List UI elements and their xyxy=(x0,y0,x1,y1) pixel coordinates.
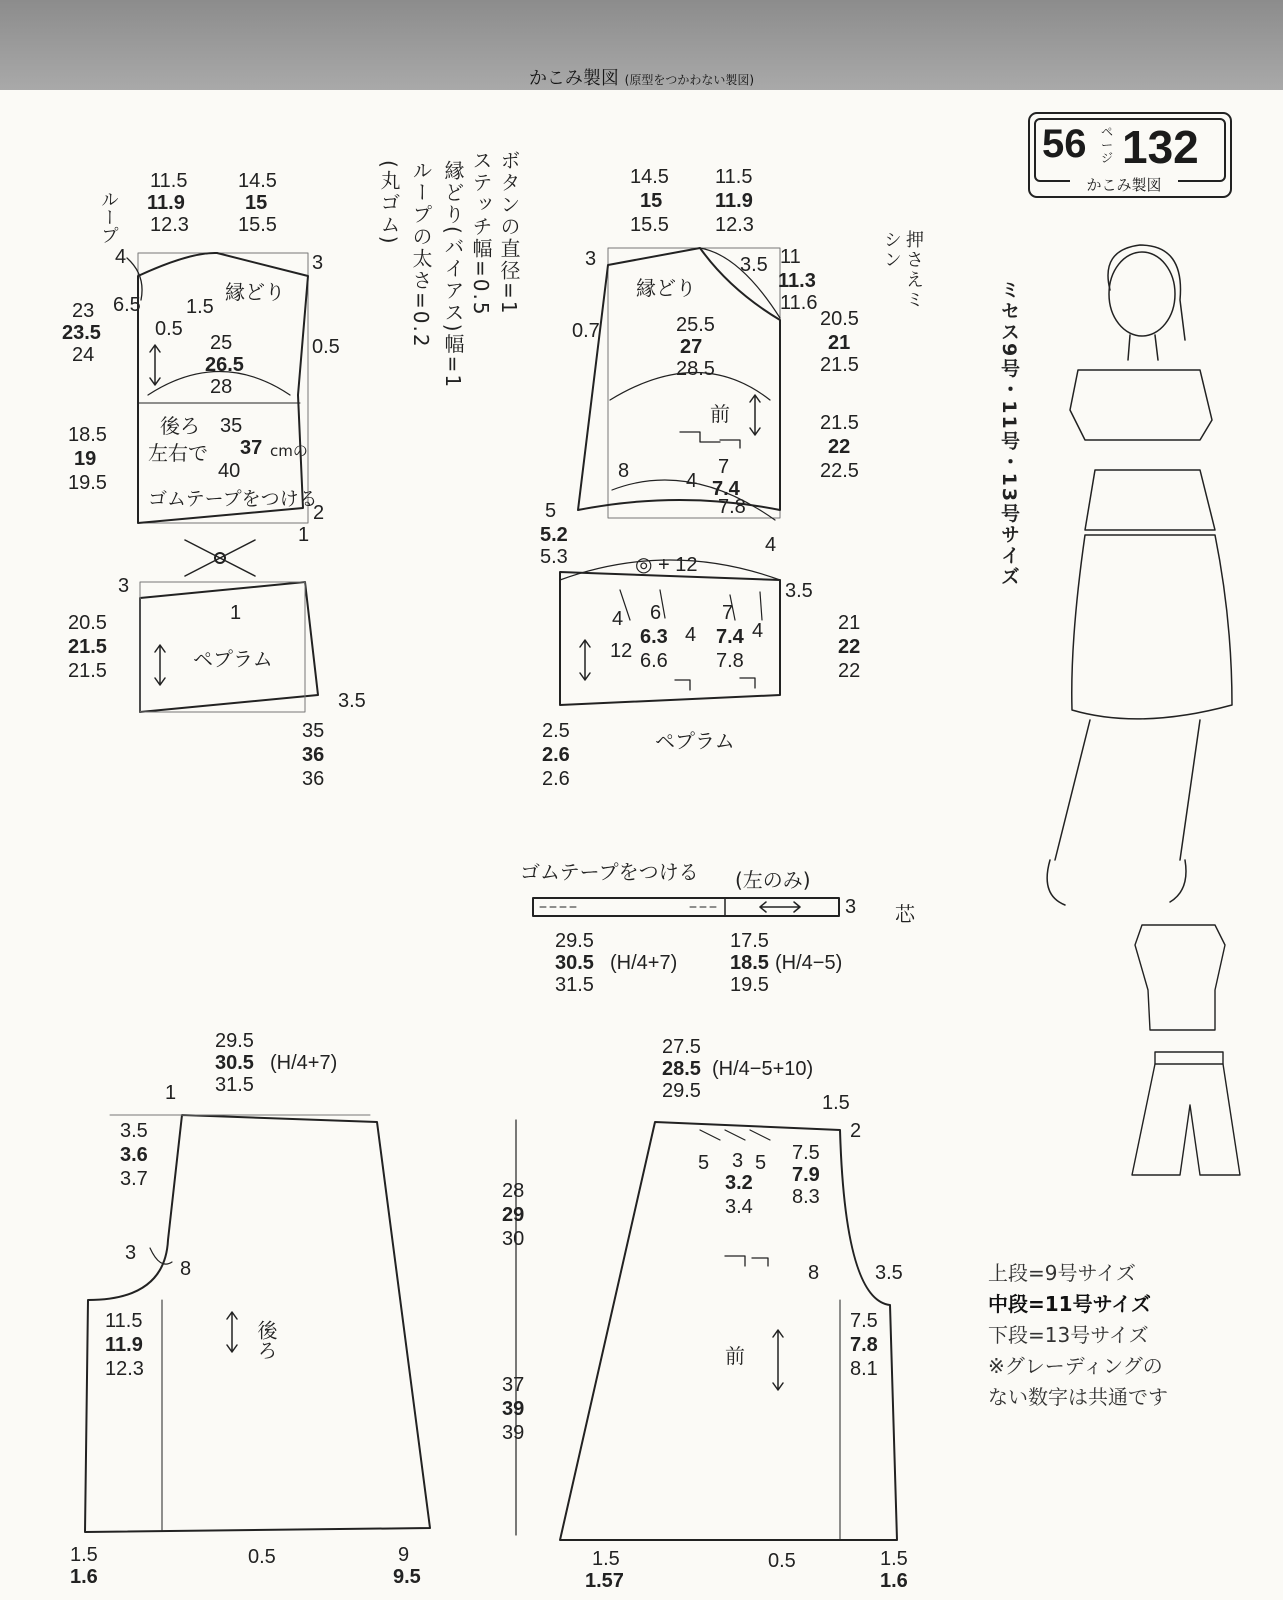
back-top-w2-s13: 15.5 xyxy=(238,214,277,236)
back-culotte-crotch-s11: 11.9 xyxy=(105,1334,143,1356)
front-peplum-dart-a-s9: 6 xyxy=(650,602,662,624)
front-peplum-misc-4a: 4 xyxy=(612,608,624,630)
front-culotte-crotch-s11: 7.8 xyxy=(850,1334,878,1356)
title-text: かこみ製図 xyxy=(528,68,619,89)
front-culotte-lower-s9: 37 xyxy=(502,1374,525,1396)
front-culotte-bl-s11: 1.57 xyxy=(585,1570,624,1592)
front-peplum-misc-35: 3.5 xyxy=(785,580,813,602)
front-culotte-piece-label: 前 xyxy=(725,1344,745,1368)
front-culotte-misc-5a: 5 xyxy=(698,1152,710,1174)
back-culotte-br-s9: 9 xyxy=(398,1544,410,1566)
front-lower-h-s11: 22 xyxy=(828,436,851,458)
legend-line-2: 中段=11号サイズ xyxy=(988,1292,1151,1316)
front-peplum-h-s11: 22 xyxy=(838,636,861,658)
back-lower-h-s11: 19 xyxy=(74,448,97,470)
front-culotte-tr-s13: 8.3 xyxy=(792,1186,820,1208)
legend-line-4: ※グレーディングの xyxy=(988,1354,1163,1378)
back-culotte-rise-s11: 3.6 xyxy=(120,1144,148,1166)
model-illustration xyxy=(1047,245,1232,905)
flat-sketch-top xyxy=(1135,925,1225,1030)
back-elastic-note: 左右で xyxy=(148,441,208,465)
press-stitch-label: 押さえミシン xyxy=(881,230,924,310)
front-neck-s13: 11.6 xyxy=(780,292,818,314)
waistband-formula1: (H/4+7) xyxy=(610,952,678,974)
front-left-s11: 5.2 xyxy=(540,524,568,546)
back-loop-label: ループ xyxy=(98,190,119,244)
front-dart-s11: 7.4 xyxy=(712,478,740,500)
back-culotte-crotch-s13: 12.3 xyxy=(105,1358,144,1380)
front-top-w2-s13: 12.3 xyxy=(715,214,754,236)
back-peplum-piece-label: ペプラム xyxy=(193,647,273,671)
back-peplum-bottom-s9: 35 xyxy=(302,720,325,742)
front-culotte-top-s9: 27.5 xyxy=(662,1036,701,1058)
back-side-h-s9: 23 xyxy=(72,300,95,322)
back-side-h-s13: 24 xyxy=(72,344,95,366)
back-peplum-h-s11: 21.5 xyxy=(68,636,107,658)
front-culotte-upper-s13: 30 xyxy=(502,1228,525,1250)
back-bust-s13: 28 xyxy=(210,376,233,398)
note-loop: ループの太さ=0.2 xyxy=(409,160,433,349)
front-misc-35: 3.5 xyxy=(740,254,768,276)
front-bust-s9: 25.5 xyxy=(676,314,715,336)
back-culotte-piece-label: 後ろ xyxy=(254,1320,278,1360)
front-culotte-top-s11: 28.5 xyxy=(662,1058,701,1080)
front-culotte-tr-s11: 7.9 xyxy=(792,1164,820,1186)
waistband-len2-s11: 18.5 xyxy=(730,952,769,974)
front-culotte-misc-3: 3 xyxy=(732,1150,744,1172)
front-culotte-lower-s13: 39 xyxy=(502,1422,525,1444)
waistband-width: 3 xyxy=(845,896,857,918)
front-culotte-misc-8: 8 xyxy=(808,1262,820,1284)
back-culotte-misc-3: 3 xyxy=(125,1242,137,1264)
flat-sketch-culotte xyxy=(1132,1052,1240,1175)
legend-line-5: ない数字は共通です xyxy=(988,1385,1168,1409)
front-culotte-bl-s9: 1.5 xyxy=(592,1548,620,1570)
back-bust-s9: 25 xyxy=(210,332,233,354)
size-title: ミセス9号・11号・13号サイズ xyxy=(998,280,1020,588)
waistband-left-note: (左のみ) xyxy=(735,868,811,892)
front-upper-h-s11: 21 xyxy=(828,332,851,354)
back-top-w2-s9: 14.5 xyxy=(238,170,277,192)
front-top-w1-s11: 15 xyxy=(640,190,663,212)
back-culotte-br-s11: 9.5 xyxy=(393,1566,421,1588)
front-top-w1-s13: 15.5 xyxy=(630,214,669,236)
badge-number-1: 56 xyxy=(1042,122,1087,166)
front-culotte-upper-s11: 29 xyxy=(502,1204,525,1226)
front-culotte-tuck-s11: 3.2 xyxy=(725,1172,753,1194)
front-bust-s11: 27 xyxy=(680,336,703,358)
front-culotte-br-s9: 1.5 xyxy=(880,1548,908,1570)
front-peplum-top-note: ◎ + 12 xyxy=(635,554,698,576)
front-lower-h-s9: 21.5 xyxy=(820,412,859,434)
front-peplum-h-s9: 21 xyxy=(838,612,861,634)
front-misc-07: 0.7 xyxy=(572,320,600,342)
back-culotte-misc-8: 8 xyxy=(180,1258,192,1280)
front-misc-5: 5 xyxy=(545,500,557,522)
front-lower-h-s13: 22.5 xyxy=(820,460,859,482)
back-top-w1-s11: 11.9 xyxy=(147,192,185,214)
front-culotte-misc-15: 1.5 xyxy=(822,1092,850,1114)
front-culotte-br-s11: 1.6 xyxy=(880,1570,908,1592)
front-peplum-left-s11: 2.6 xyxy=(542,744,570,766)
back-lower-h-s13: 19.5 xyxy=(68,472,107,494)
waistband-len1-s13: 31.5 xyxy=(555,974,594,996)
front-culotte-misc-35: 3.5 xyxy=(875,1262,903,1284)
back-bodice-bow xyxy=(185,540,255,576)
front-neck-s9: 11 xyxy=(780,246,801,268)
front-culotte-crotch-s13: 8.1 xyxy=(850,1358,878,1380)
front-bust-s13: 28.5 xyxy=(676,358,715,380)
back-elastic-action: ゴムテープをつける xyxy=(148,488,318,510)
front-dart-s13: 7.8 xyxy=(718,496,746,518)
front-culotte-outline xyxy=(516,1120,897,1540)
back-peplum-bottom-s11: 36 xyxy=(302,744,325,766)
front-culotte-lower-s11: 39 xyxy=(502,1398,525,1420)
title-subtitle: (原型をつかわない製図) xyxy=(624,73,755,87)
back-side-h-s11: 23.5 xyxy=(62,322,101,344)
front-culotte-upper-s9: 28 xyxy=(502,1180,525,1202)
back-misc-15: 1.5 xyxy=(186,296,214,318)
back-misc-05b: 0.5 xyxy=(312,336,340,358)
note-button: ボタンの直径=1 xyxy=(497,150,521,316)
badge-number-2: 132 xyxy=(1122,121,1199,173)
front-upper-h-s13: 21.5 xyxy=(820,354,859,376)
back-culotte-rise-s13: 3.7 xyxy=(120,1168,148,1190)
back-culotte-crotch-s9: 11.5 xyxy=(105,1310,143,1332)
front-culotte-tr-s9: 7.5 xyxy=(792,1142,820,1164)
back-culotte-misc-1: 1 xyxy=(165,1082,177,1104)
back-bodice-piece-label: 後ろ xyxy=(160,414,200,438)
back-top-w1-s13: 12.3 xyxy=(150,214,189,236)
legend-line-1: 上段=9号サイズ xyxy=(988,1261,1136,1285)
waistband-len2-s9: 17.5 xyxy=(730,930,769,952)
front-peplum-left-s13: 2.6 xyxy=(542,768,570,790)
back-peplum-h-s13: 21.5 xyxy=(68,660,107,682)
back-top-w1-s9: 11.5 xyxy=(150,170,188,192)
legend-line-3: 下段=13号サイズ xyxy=(988,1323,1149,1347)
front-peplum-misc-4c: 4 xyxy=(752,620,764,642)
waistband-interfacing: 芯 xyxy=(895,902,915,926)
badge-page-label: ページ xyxy=(1100,125,1113,165)
front-culotte-tuck-s13: 3.4 xyxy=(725,1196,753,1218)
back-culotte-top-s11: 30.5 xyxy=(215,1052,254,1074)
front-culotte-misc-5b: 5 xyxy=(755,1152,767,1174)
front-peplum-dart-b-s13: 7.8 xyxy=(716,650,744,672)
front-peplum-dart-a-s13: 6.6 xyxy=(640,650,668,672)
back-culotte-bl-s9: 1.5 xyxy=(70,1544,98,1566)
front-misc-4a: 4 xyxy=(686,470,698,492)
back-top-w2-s11: 15 xyxy=(245,192,268,214)
back-culotte-bl-s11: 1.6 xyxy=(70,1566,98,1588)
front-culotte-top-s13: 29.5 xyxy=(662,1080,701,1102)
front-peplum-piece-label: ペプラム xyxy=(655,729,735,753)
waistband-formula2: (H/4−5) xyxy=(775,952,843,974)
back-elastic-unit: cmの xyxy=(270,442,308,460)
back-culotte-top-s13: 31.5 xyxy=(215,1074,254,1096)
back-misc-65: 6.5 xyxy=(113,294,141,316)
back-culotte-top-s9: 29.5 xyxy=(215,1030,254,1052)
waistband-len2-s13: 19.5 xyxy=(730,974,769,996)
front-culotte-misc-2: 2 xyxy=(850,1120,862,1142)
front-binding-label: 縁どり xyxy=(636,276,696,300)
back-binding-label: 縁どり xyxy=(225,280,285,304)
front-neck-s11: 11.3 xyxy=(778,270,816,292)
back-culotte-bottom-mid: 0.5 xyxy=(248,1546,276,1568)
front-peplum-dart-b-s11: 7.4 xyxy=(716,626,744,648)
front-top-w1-s9: 14.5 xyxy=(630,166,669,188)
front-culotte-crotch-s9: 7.5 xyxy=(850,1310,878,1332)
back-elastic-s13: 40 xyxy=(218,460,241,482)
front-left-s13: 5.3 xyxy=(540,546,568,568)
back-bust-s11: 26.5 xyxy=(205,354,244,376)
waistband-len1-s11: 30.5 xyxy=(555,952,594,974)
front-misc-4b: 4 xyxy=(765,534,777,556)
note-binding: 縁どり(バイアス)幅=1 xyxy=(441,160,465,390)
back-peplum-misc-35: 3.5 xyxy=(338,690,366,712)
back-misc-1: 1 xyxy=(298,524,310,546)
front-misc-8: 8 xyxy=(618,460,630,482)
waistband-len1-s9: 29.5 xyxy=(555,930,594,952)
waistband-outline xyxy=(533,898,839,916)
back-peplum-misc-1: 1 xyxy=(230,602,242,624)
front-peplum-dart-a-s11: 6.3 xyxy=(640,626,668,648)
front-peplum-misc-12: 12 xyxy=(610,640,633,662)
note-elastic-cord: (丸ゴム) xyxy=(377,160,401,246)
front-peplum-misc-4b: 4 xyxy=(685,624,697,646)
back-misc-05a: 0.5 xyxy=(155,318,183,340)
back-elastic-s9: 35 xyxy=(220,415,243,437)
back-lower-h-s9: 18.5 xyxy=(68,424,107,446)
front-upper-h-s9: 20.5 xyxy=(820,308,859,330)
front-peplum-outline xyxy=(560,560,780,705)
back-peplum-bottom-s13: 36 xyxy=(302,768,325,790)
front-misc-3: 3 xyxy=(585,248,597,270)
back-misc-4: 4 xyxy=(115,246,127,268)
back-misc-3: 3 xyxy=(312,252,324,274)
back-culotte-formula: (H/4+7) xyxy=(270,1052,338,1074)
back-peplum-h-s9: 20.5 xyxy=(68,612,107,634)
front-top-w2-s9: 11.5 xyxy=(715,166,753,188)
back-misc-2: 2 xyxy=(313,502,325,524)
front-top-w2-s11: 11.9 xyxy=(715,190,753,212)
front-culotte-formula: (H/4−5+10) xyxy=(712,1058,814,1080)
back-elastic-s11: 37 xyxy=(240,437,263,459)
front-culotte-bottom-mid: 0.5 xyxy=(768,1550,796,1572)
badge-caption: かこみ製図 xyxy=(1070,174,1178,195)
front-peplum-left-s9: 2.5 xyxy=(542,720,570,742)
front-peplum-h-s13: 22 xyxy=(838,660,861,682)
back-culotte-rise-s9: 3.5 xyxy=(120,1120,148,1142)
note-stitch: ステッチ幅=0.5 xyxy=(469,150,493,317)
front-peplum-dart-b-s9: 7 xyxy=(722,602,734,624)
waistband-elastic-label: ゴムテープをつける xyxy=(520,860,699,884)
front-bodice-piece-label: 前 xyxy=(710,402,730,426)
front-dart-s9: 7 xyxy=(718,456,730,478)
back-peplum-misc-3: 3 xyxy=(118,575,130,597)
